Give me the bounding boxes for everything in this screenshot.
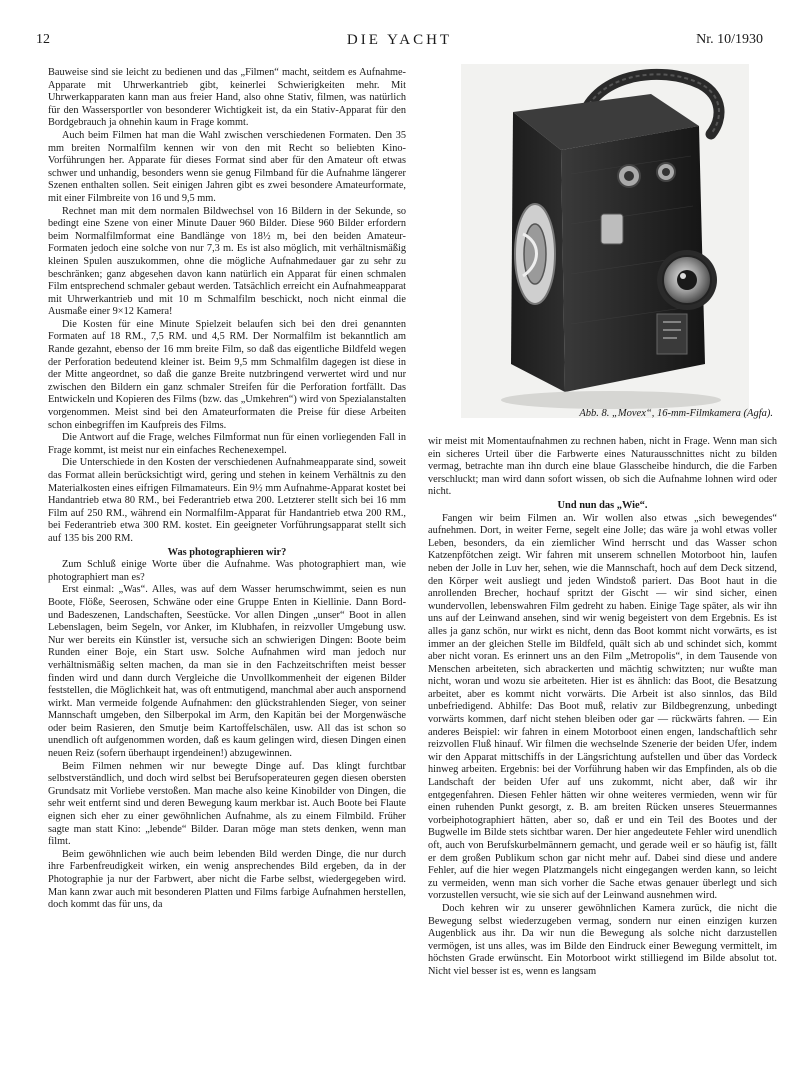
camera-photo bbox=[461, 64, 749, 418]
paragraph: wir meist mit Momentaufnahmen zu rechnen haben, nicht in Frage. Wenn man sich ein sicheres Urteil über die Farbwerte eines Naturausschnittes nicht zu bilden vermag, betrachte man ihn durch eine blaue Glasscheibe hindurch, die die Farben verschluckt; man wird dann sofort wissen, ob sich die Aufnahme lohnen wird oder nicht. bbox=[428, 436, 777, 498]
journal-title: DIE YACHT bbox=[346, 32, 453, 48]
paragraph: Beim gewöhnlichen wie auch beim lebenden Bild werden Dinge, die nur durch ihre Farbenfreudigkeit wirken, ein wenig ansprechendes Bild ergeben, da in der Photographie ja nur der Farbwert, aber nicht die Farbe selbst, wiedergegeben wird. Man kann zwar auch mit besonderen Platten und Films farbige Aufnahmen herstellen, doch kommt das für uns, da bbox=[48, 848, 406, 911]
section-heading: Was photographieren wir? bbox=[167, 546, 287, 558]
section-heading: Und nun das „Wie“. bbox=[557, 499, 648, 511]
right-column bbox=[428, 436, 777, 979]
paragraph: Beim Filmen nehmen wir nur bewegte Dinge auf. Das klingt furchtbar selbstverständlich, und doch wird selbst bei Berufsoperateuren gegen diesen obersten Grundsatz mit Vorliebe verstoßen. Man mache also keine Kinobilder von Dingen, die sehr weit entfernt sind und deren Bewegung kaum merkbar ist. Auch Boote bei Flaute eignen sich eher zu einer gewöhnlichen Aufnahme, als zu einem Filmbild. Früher sagte man statt Kino: „lebende“ Bilder. Daran möge man stets denken, wenn man filmt. bbox=[48, 760, 406, 848]
figure-caption: Abb. 8. „Movex“, 16-mm-Filmkamera (Agfa). bbox=[579, 408, 773, 419]
paragraph: Die Antwort auf die Frage, welches Filmformat nun für einen vorliegenden Fall in Frage kommt, ist meist nur ein einfaches Rechenexempel. bbox=[48, 432, 406, 456]
paragraph: Die Kosten für eine Minute Spielzeit belaufen sich bei den drei genannten Formaten auf 18 RM., 7,5 RM. und 4,5 RM. Der Normalfilm ist bekanntlich am Rande gezahnt, ebenso der 16 mm breite Film, so daß das eigentliche Bildfeld wegen der Perforation bedeutend kleiner ist. Beim 9,5 mm Schmalfilm dagegen ist diese in der Mitte angeordnet, so daß die ganze Breite nutzbringend verwertet wird und nur zwischen den Bildern ein ganz schmaler Streifen für die Perforation fortfällt. Das Entwickeln und Kopieren des Films (bzw. das „Umkehren“) wird von Spezialanstalten vorgenommen. Meist sind bei den Amateurformaten die Preise für diese Arbeiten schon einbegriffen im Kaufpreis des Films. bbox=[48, 318, 406, 431]
paragraph: Auch beim Filmen hat man die Wahl zwischen verschiedenen Formaten. Den 35 mm breiten Normalfilm kennen wir von den mit Recht so beliebten Kino-Vorführungen her. Apparate für dieses Format sind aber für den Amateur oft etwas schwer und unhandig, besonders wenn sie genug Filmband für die Aufnahme längerer Szenen enthalten sollen. Seit einigen Jahren gibt es zwei besondere Amateurformate, mit einer Filmbreite von 16 und 9,5 mm. bbox=[48, 129, 406, 204]
paragraph: Erst einmal: „Was“. Alles, was auf dem Wasser herumschwimmt, seien es nun Boote, Flöße, Seerosen, Schwäne oder eine Gruppe Enten in Kiellinie. Dann Bord- und Badeszenen, Landschaften, Seestücke. Vor allen Dingen „unser“ Boot in allen Lebenslagen, beim Segeln, vor Anker, im Klubhafen, in reizvoller Umgebung usw. Nur wer bereits ein Künstler ist, versuche sich an schwierigen Dingen: Boote beim Runden einer Boje, ein Start usw. Solche Aufnahmen wird man jedoch nur verhältnismäßig selten machen, da man sie in den Fachzeitschriften meist besser finden wird und dann durch Vergleiche die Unvollkommenheit der eigenen Bilder feststellen, die Möglichkeit hat, was oft entmutigend, manchmal aber auch anspornend wirkt. Man vermeide folgende Aufnahmen: den glückstrahlenden Sieger, von seiner Mannschaft umgeben, den Silberpokal im Arm, den Kapitän bei der Morgenwäsche oder beim Rasieren, den Smutje beim Kartoffelschälen, usw. All das ist schon so unendlich oft aufgenommen worden, daß es kaum gelingen wird, diesen Dingen einen neuen Reiz (sofern überhaupt irgendeinen!) abzugewinnen. bbox=[48, 584, 406, 760]
paragraph: Bauweise sind sie leicht zu bedienen und das „Filmen“ macht, seitdem es Aufnahme-Apparate mit Uhrwerkantrieb gibt, keinerlei Schwierigkeiten mehr. Mit Uhrwerkapparaten kann man aus freier Hand, also ohne Stativ, filmen, was natürlich für den Wassersportler von besonderer Wichtigkeit ist, da ein Stativ-Apparat für den Bordgebrauch ja ohnehin kaum in Frage kommt. bbox=[48, 67, 406, 129]
paragraph: Rechnet man mit dem normalen Bildwechsel von 16 Bildern in der Sekunde, so bedingt eine Szene von einer Minute Dauer 960 Bilder. Diese 960 Bilder erfordern beim Normalfilmformat eine Bandlänge von 18½ m, bei den beiden Amateur-Formaten jedoch eine solche von nur 7,3 m. Es ist also möglich, mit verhältnismäßig kleinen Spulen auszukommen, ohne die mögliche Aufnahmedauer gar zu sehr zu beschränken; ganz abgesehen davon kann natürlich ein Apparat für einen schmalen Film entsprechend schmaler gebaut werden. Tatsächlich erreicht ein Aufnahmeapparat mit Uhrwerkantrieb und mit 10 m Schmalfilm beschickt, noch nicht einmal die Ausmaße einer 9×12 Kamera! bbox=[48, 205, 406, 318]
paragraph: Doch kehren wir zu unserer gewöhnlichen Kamera zurück, die nicht die Bewegung selbst wiederzugeben vermag, sondern nur einen einzigen kurzen Augenblick aus ihr. Da wir nun die Bewegung als solche nicht darzustellen vermögen, ist uns alles, was im Bilde den Eindruck einer Bewegung vermittelt, im höchsten Grade erwünscht. Ein Motorboot wirkt stilliegend im Bilde absolut tot. Nicht viel besser ist es, wenn es langsam bbox=[428, 902, 777, 977]
issue-number: Nr. 10/1930 bbox=[696, 32, 763, 47]
paragraph: Fangen wir beim Filmen an. Wir wollen also etwas „sich bewegendes“ aufnehmen. Dort, in weiter Ferne, segelt eine Jolle; das wäre ja wohl etwas voller Leben, besonders, da ein ziemlicher Wind herrscht und das Wasser schon Katzenpfötchen zeigt. Wir fahren mit unserem schnellen Motorboot hin, laufen neben der Jolle in Luv her, sehen, wie die Mannschaft, hoch auf dem Deck sitzend, den Körper weit ausliegt und jeden Windstoß pariert. Das Boot haut in die anrollenden Brecher, hochauf spritzt der Gischt — wir sind sicher, einen wundervollen, lebenswahren Film gedreht zu haben. Einige Tage später, als wir ihn uns auf der Leinwand ansehen, sind wir wenig begeistert von dem Ergebnis. Es ist alles ja ganz schön, nur wirkt es nicht, denn das Boot kommt nicht vorwärts, es ist immer an der gleichen Stelle im Bildfeld, quält sich ab und schindet sich, kommt aber nicht voran. Es erinnert uns an den Film „Metropolis“, in dem Tausende von Menschen arbeiteten, sich abrackerten und mächtig schwitzten; nur wußte man nicht, woran und wozu sie arbeiteten. Hier ist es ähnlich: das Boot, die Besatzung arbeitet, aber es kommt nicht vorwärts. Die Arbeit ist also sinnlos, das Bild unbefriedigend. Abhilfe: Das Boot muß, relativ zur Bildbegrenzung, unbedingt vorwärts kommen, darf nicht stehen bleiben oder gar — rückwärts fahren. — Ein anderes Beispiel: wir fahren in einem Motorboot einen engen, landschaftlich sehr reizvollen Fluß hinauf. Wir filmen die wechselnde Szenerie der beiden Ufer, indem wir den Apparat mittschiffs in der Längsrichtung aufstellen und über das Vordeck hinweg arbeiten. Ergebnis: bei der Vorführung haben wir das Empfinden, als ob die Landschaft der beiden Ufer auf uns zukommt, nicht aber, daß wir ihr entgegenfahren. Diesen Fehler hätten wir ohne weiteres vermieden, wenn wir für einen ruhenden Punkt gesorgt, z. B. am breiten Rücken unseres Steuermannes vorbeiphotographiert hätten, aber so, daß er und ein Teil des Bootes und der Bugwelle im Bilde stets sichtbar waren. Der hier angedeutete Fehler wird unendlich oft, auch von Berufskurbelmännern gemacht, und gerade weil er so häufig ist, fällt er dem großen Publikum schon gar nicht mehr auf. Dabei sind diese und andere Fehler, auf die hier wegen Platzmangels nicht eingegangen werden kann, so leicht zu vermeiden, wenn man sich vorher die Sache etwas genauer überlegt und sich vorzustellen versucht, wie sie sich auf der Leinwand ausnehmen wird. bbox=[428, 512, 777, 902]
page-number: 12 bbox=[36, 32, 50, 47]
running-header bbox=[36, 32, 763, 50]
movex-camera-illustration bbox=[461, 64, 749, 418]
left-column bbox=[48, 67, 406, 912]
paragraph: Die Unterschiede in den Kosten der verschiedenen Aufnahmeapparate sind, soweit das Format allein berücksichtigt wird, gering und stehen in keinem Verhältnis zu den Materialkosten eines eifrigen Filmamateurs. Ein 9½ mm Aufnahme-Apparat kostet bei Handantrieb etwa 80 RM., bei Federantrieb etwa 200. Letzterer stellt sich bei 16 mm Film auf 250 RM., während ein Normalfilm-Apparat für Handantrieb etwa 200 RM., bei Federantrieb etwa 300 RM. kostet. Ein geeigneter Vorführungsapparat stellt sich auf 135 bis 200 RM. bbox=[48, 457, 406, 544]
paragraph: Zum Schluß einige Worte über die Aufnahme. Was photographiert man, wie photographiert man es? bbox=[48, 559, 406, 583]
